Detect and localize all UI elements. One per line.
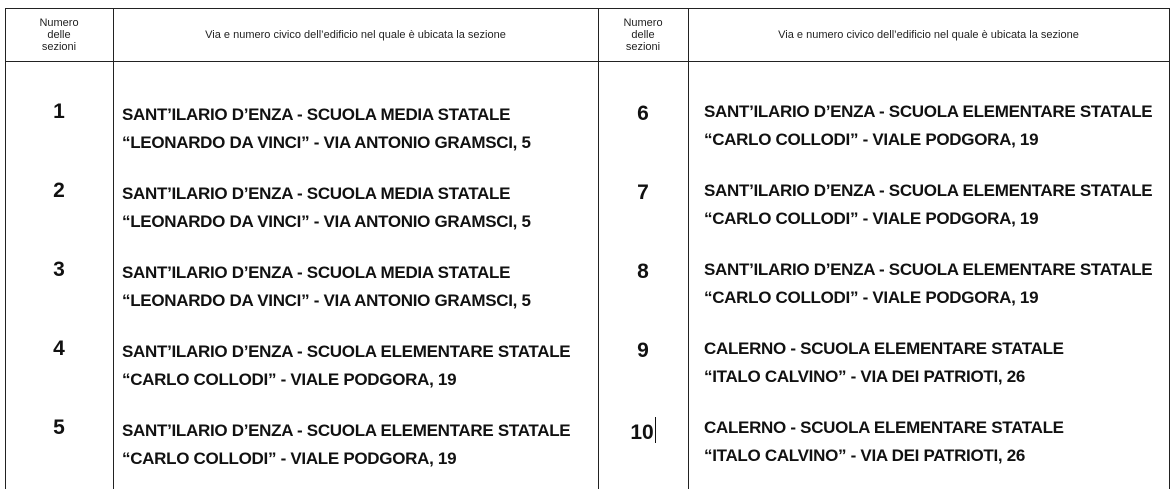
header-number-line: sezioni [625,41,661,53]
sections-table [5,8,1170,489]
table-row [5,219,598,310]
address-line: “CARLO COLLODI” - VIALE PODGORA, 19 [704,288,1039,307]
header-number-line: sezioni [41,41,77,53]
table-row [598,140,1170,228]
header-section-number-right [598,9,688,61]
header-address-right: Via e numero civico dell’edificio nel quale è ubicata la sezione [778,29,1079,41]
header-address-left: Via e numero civico dell’edificio nel quale è ubicata la sezione [205,29,506,41]
section-number-editable[interactable] [598,417,688,446]
section-number: 6 [637,102,649,125]
address-line: CALERNO - SCUOLA ELEMENTARE STATALE [704,418,1064,437]
address-line: “LEONARDO DA VINCI” - VIA ANTONIO GRAMSCI, 5 [122,291,531,310]
header-section-number-left [5,9,113,61]
section-number: 1 [53,100,65,123]
section-number: 2 [53,179,65,202]
table-row [598,298,1170,386]
address-line: “CARLO COLLODI” - VIALE PODGORA, 19 [704,130,1039,149]
section-number: 9 [637,339,649,362]
address-line: “ITALO CALVINO” - VIA DEI PATRIOTI, 26 [704,446,1026,465]
table-row [5,377,598,468]
address-line: SANT’ILARIO D’ENZA - SCUOLA ELEMENTARE STATALE [122,342,571,361]
address-line: SANT’ILARIO D’ENZA - SCUOLA MEDIA STATALE [122,263,511,282]
header-number-line: Numero [39,17,79,29]
address-line: SANT’ILARIO D’ENZA - SCUOLA ELEMENTARE STATALE [704,102,1153,121]
table-row [5,298,598,389]
address-line: SANT’ILARIO D’ENZA - SCUOLA ELEMENTARE STATALE [122,421,571,440]
table-row [5,140,598,231]
address-line: SANT’ILARIO D’ENZA - SCUOLA ELEMENTARE STATALE [704,181,1153,200]
table-row [598,377,1170,465]
section-address [704,414,1064,470]
section-number: 8 [637,260,649,283]
header-number-line: delle [631,29,655,41]
text-cursor [655,417,656,443]
section-number: 7 [637,181,649,204]
address-line: “CARLO COLLODI” - VIALE PODGORA, 19 [122,370,457,389]
section-number: 5 [53,416,65,439]
table-row [598,61,1170,149]
section-address [122,417,570,473]
section-number: 4 [53,337,65,360]
address-line: SANT’ILARIO D’ENZA - SCUOLA ELEMENTARE STATALE [704,260,1153,279]
header-number-line: delle [47,29,71,41]
table-row [598,219,1170,307]
header-number-line: Numero [623,17,663,29]
section-number-text: 10 [630,421,654,444]
address-line: “LEONARDO DA VINCI” - VIA ANTONIO GRAMSCI, 5 [122,212,531,231]
address-line: SANT’ILARIO D’ENZA - SCUOLA MEDIA STATALE [122,105,511,124]
address-line: SANT’ILARIO D’ENZA - SCUOLA MEDIA STATALE [122,184,511,203]
address-line: “ITALO CALVINO” - VIA DEI PATRIOTI, 26 [704,367,1026,386]
address-line: “CARLO COLLODI” - VIALE PODGORA, 19 [704,209,1039,228]
address-line: “LEONARDO DA VINCI” - VIA ANTONIO GRAMSCI, 5 [122,133,531,152]
address-line: “CARLO COLLODI” - VIALE PODGORA, 19 [122,449,457,468]
address-line: CALERNO - SCUOLA ELEMENTARE STATALE [704,339,1064,358]
table-row [5,61,598,152]
section-number: 3 [53,258,65,281]
